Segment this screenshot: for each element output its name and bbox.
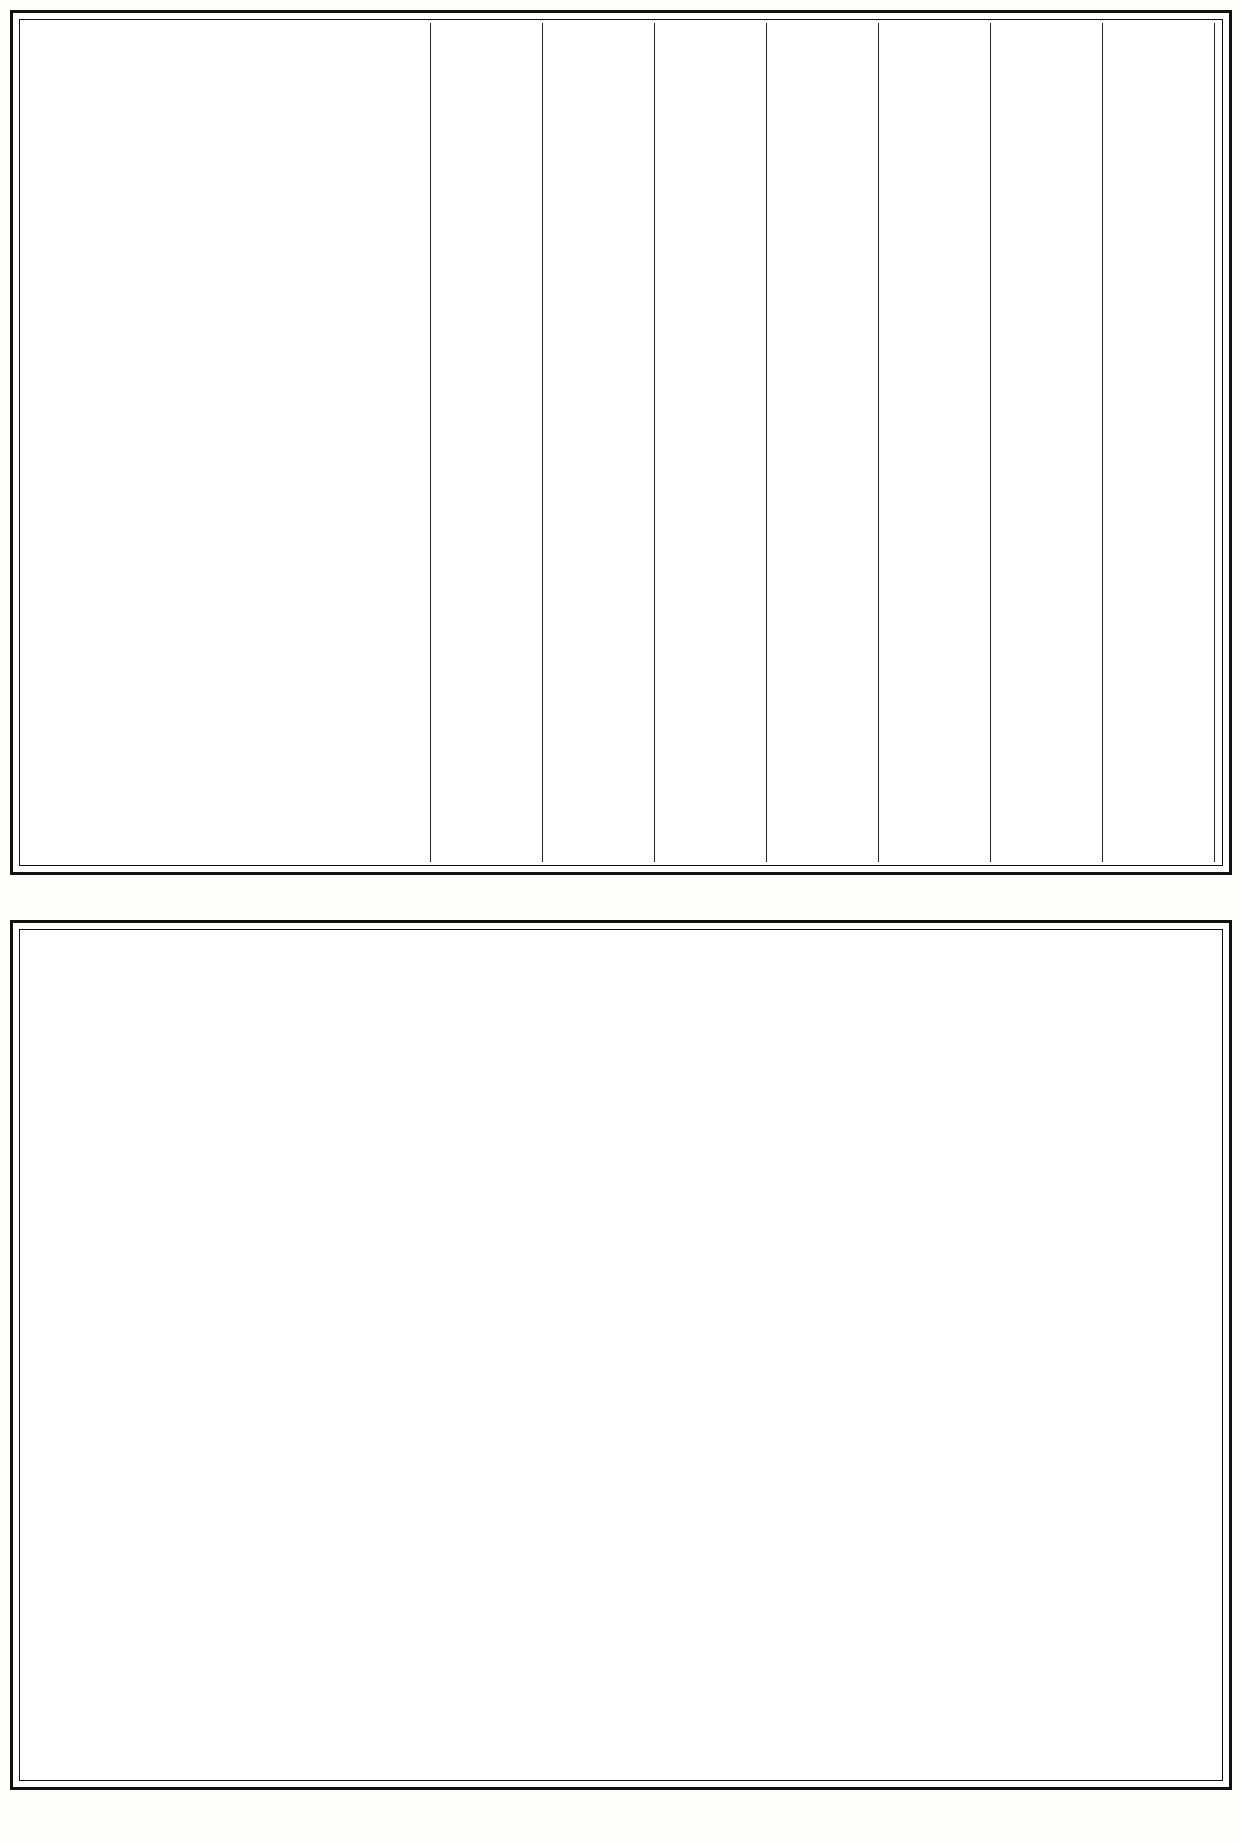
- bottom-page-panel: [10, 920, 1232, 1790]
- top-page-layout: [10, 10, 1232, 875]
